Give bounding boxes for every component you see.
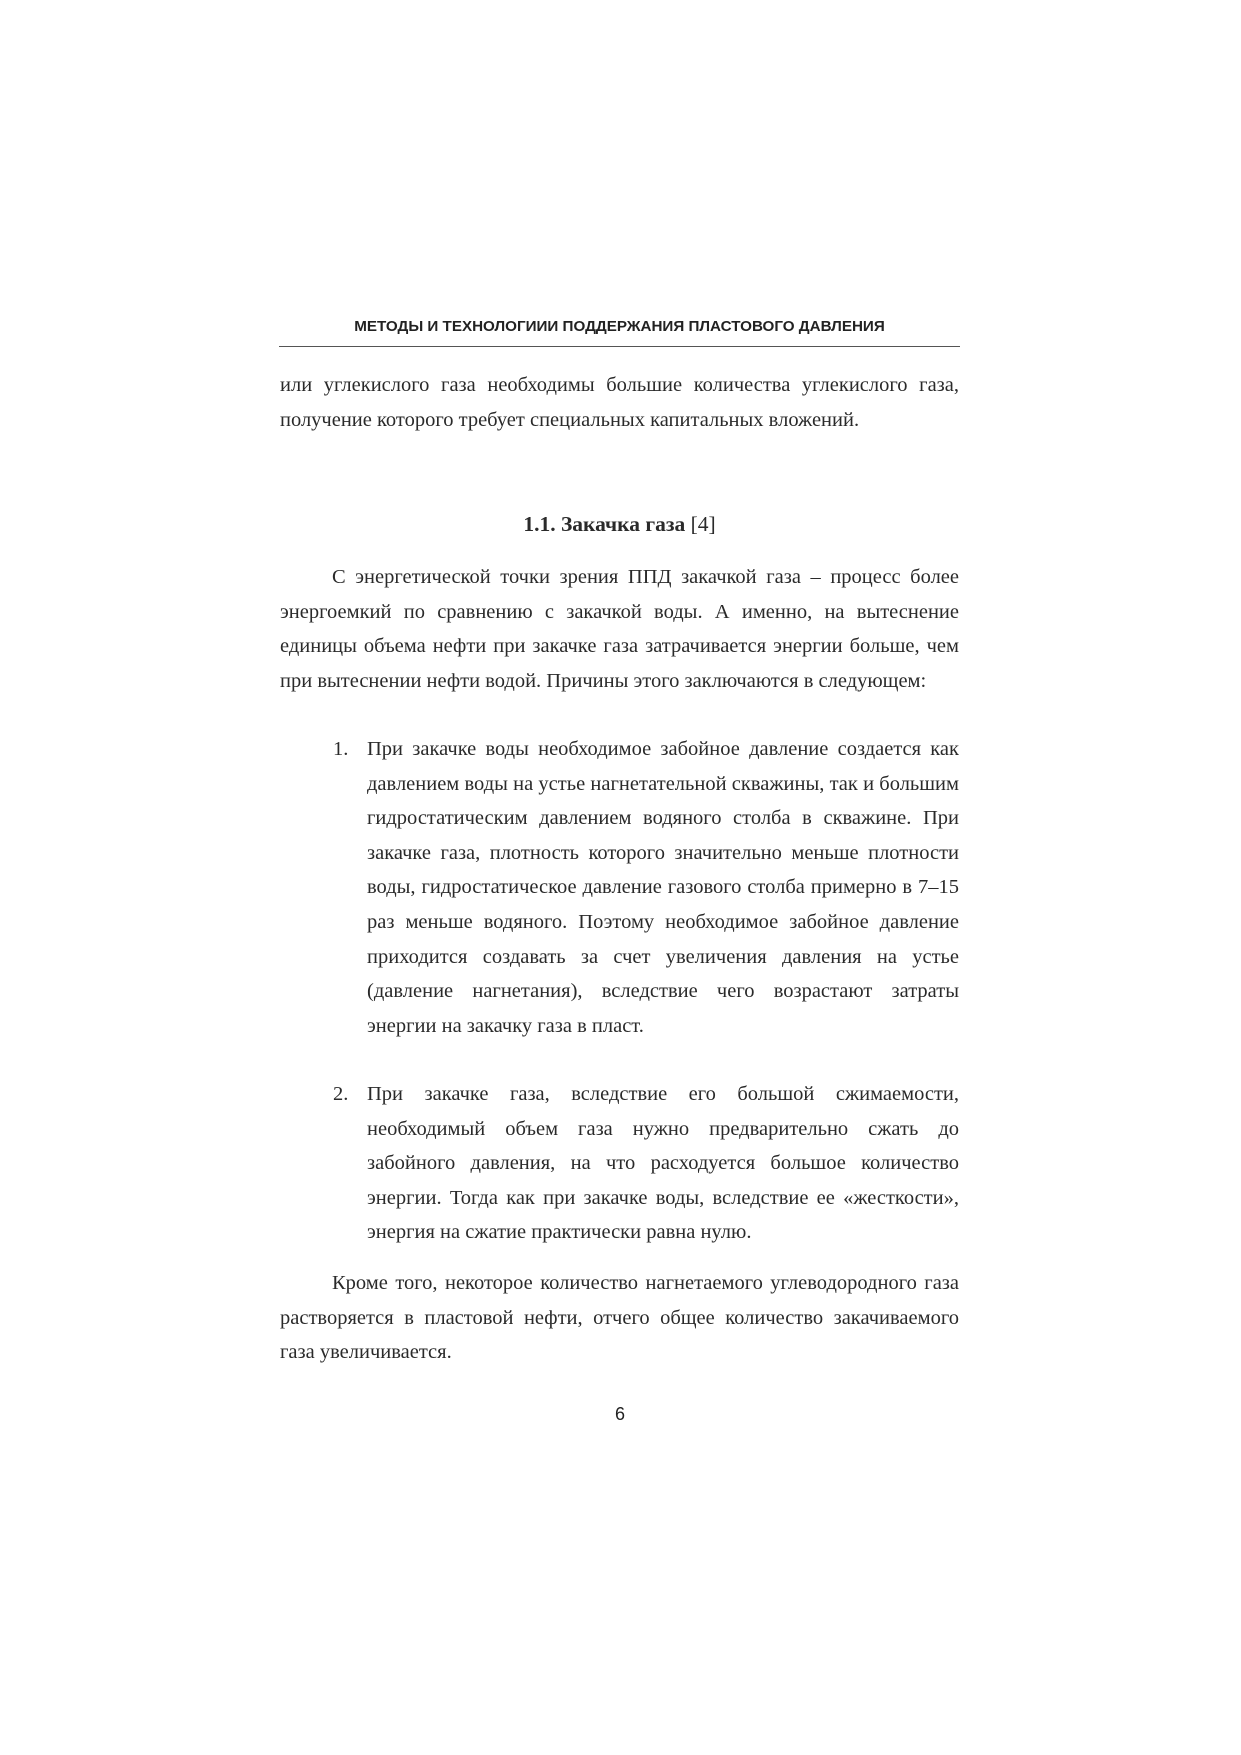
paragraph-intro: С энергетической точки зрения ППД закачкой газа – процесс более энергоемкий по сравнению с закачкой воды. А именно, на вытеснение единицы объема нефти при закачке газа затрачивается энергии больше, чем при вытеснении нефти водой. Причины этого заключаются в следующем: xyxy=(280,566,959,692)
page-number: 6 xyxy=(614,1404,625,1424)
list-item-text: При закачке воды необходимое забойное давление создается как давлением воды на устье нагнетательной скважины, так и большим гидростатическим давлением водяного столба в скважине. При закачке газа, плотность которого значительно меньше плотности воды, гидростатическое давление газового столба примерно в 7–15 раз меньше водяного. Поэтому необходимое забойное давление приходится создавать за счет увеличения давления на устье (давление нагнетания), вследствие чего возрастают затраты энергии на закачку газа в пласт. xyxy=(367,738,959,1037)
section-title: 1.1. Закачка газа xyxy=(523,512,686,536)
section-heading xyxy=(280,508,959,540)
list-marker: 1. xyxy=(333,738,349,760)
running-head: МЕТОДЫ И ТЕХНОЛОГИИИ ПОДДЕРЖАНИЯ ПЛАСТОВОГО ДАВЛЕНИЯ xyxy=(354,318,885,335)
list-item-text: При закачке газа, вследствие его большой сжимаемости, необходимый объем газа нужно предварительно сжать до забойного давления, на что расходуется большое количество энергии. Тогда как при закачке воды, вследствие ее «жесткости», энергия на сжатие практически равна нулю. xyxy=(367,1083,959,1244)
header-rule xyxy=(279,346,960,347)
paragraph-final: Кроме того, некоторое количество нагнетаемого углеводородного газа растворяется в пластовой нефти, отчего общее количество закачиваемого газа увеличивается. xyxy=(280,1272,959,1364)
list-marker: 2. xyxy=(333,1083,349,1105)
section-citation: [4] xyxy=(690,512,716,536)
paragraph-continued: или углекислого газа необходимы большие количества углекислого газа, получение которого требует специальных капитальных вложений. xyxy=(280,374,959,431)
